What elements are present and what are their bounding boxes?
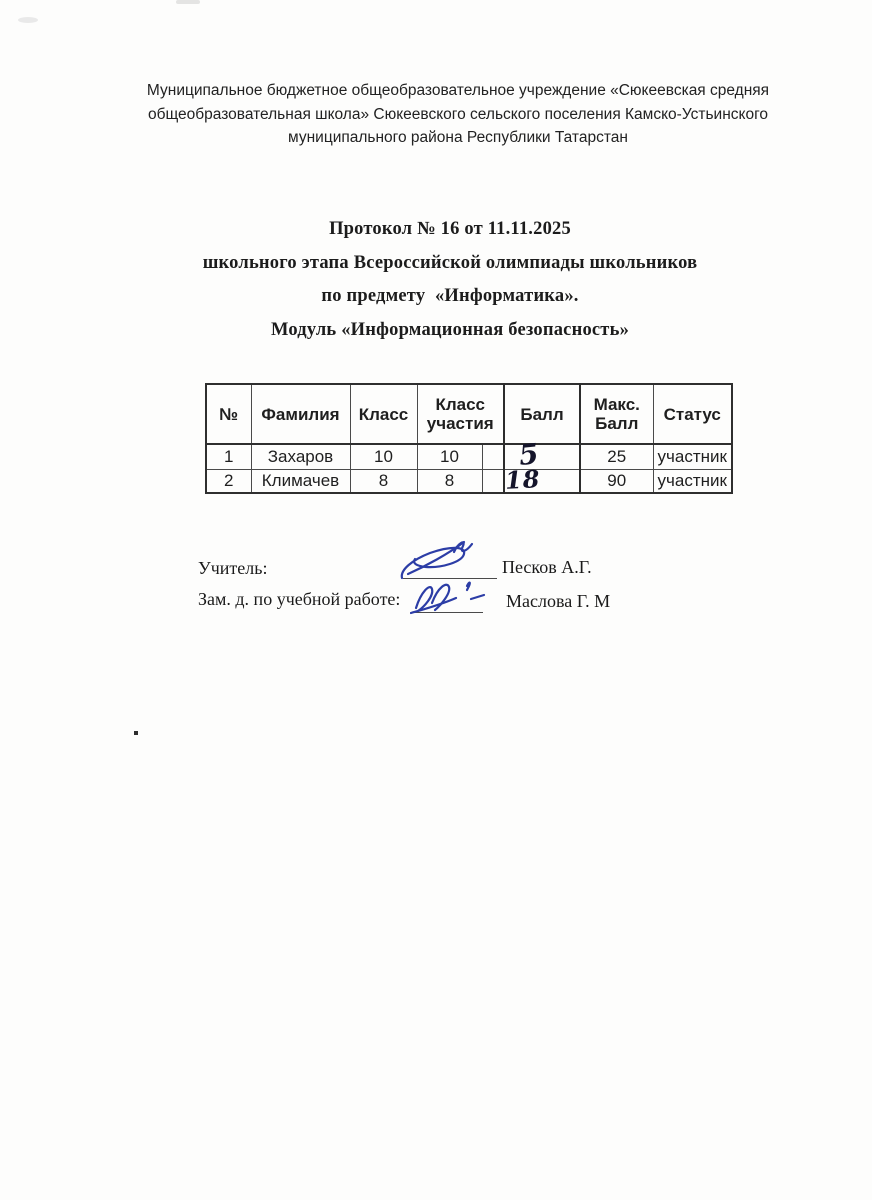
header-cell-score: Балл <box>504 384 580 444</box>
scan-smudge <box>176 0 200 4</box>
title-line-stage: школьного этапа Всероссийской олимпиады школьников <box>202 252 698 273</box>
header-cell-num: № <box>206 384 251 444</box>
org-header-line: Муниципальное бюджетное общеобразовательное учреждение «Сюкеевская средняя <box>146 82 770 99</box>
table-row <box>206 469 732 493</box>
header-cell-grade: Класс <box>350 384 417 444</box>
header-cell-status: Статус <box>653 384 732 444</box>
handwritten-score: 5 <box>517 437 541 472</box>
header-cell-grade-participation: Класс участия <box>417 384 504 444</box>
title-line-module: Модуль «Информационная безопасность» <box>270 319 630 340</box>
org-header-line: муниципального района Республики Татарстан <box>288 129 628 146</box>
title-line-protocol-number: Протокол № 16 от 11.11.2025 <box>329 219 571 239</box>
cell-num: 2 <box>206 469 251 493</box>
signature-label-deputy: Зам. д. по учебной работе: <box>198 589 401 609</box>
signature-name-teacher: Песков А.Г. <box>502 557 592 577</box>
header-cell-max-score: Макс. Балл <box>580 384 653 444</box>
cell-max-score: 90 <box>580 469 653 493</box>
scan-speck <box>134 731 138 735</box>
cell-score <box>504 444 580 469</box>
cell-status: участник <box>653 444 732 469</box>
cell-spacer <box>482 469 504 493</box>
title-line-subject: по предмету «Информатика». <box>321 286 579 306</box>
scan-speck <box>18 17 38 23</box>
signature-name-deputy: Маслова Г. М <box>506 591 611 611</box>
table-row <box>206 444 732 469</box>
cell-grade-participation: 8 <box>417 469 482 493</box>
cell-grade-participation: 10 <box>417 444 482 469</box>
results-table <box>205 383 733 494</box>
cell-num: 1 <box>206 444 251 469</box>
handwritten-score: 18 <box>504 464 542 495</box>
handwritten-signature-teacher <box>398 538 498 584</box>
header-cell-surname: Фамилия <box>251 384 350 444</box>
protocol-title <box>36 213 864 347</box>
handwritten-signature-deputy <box>410 580 495 616</box>
org-header-line: общеобразовательная школа» Сюкеевского сельского поселения Камско-Устьинского <box>147 105 769 123</box>
cell-spacer <box>482 444 504 469</box>
cell-surname: Захаров <box>251 444 350 469</box>
cell-grade: 10 <box>350 444 417 469</box>
cell-max-score: 25 <box>580 444 653 469</box>
cell-surname: Климачев <box>251 469 350 493</box>
table-header-row <box>206 384 732 444</box>
cell-status: участник <box>653 469 732 493</box>
cell-grade: 8 <box>350 469 417 493</box>
org-header <box>58 79 858 150</box>
signature-label-teacher: Учитель: <box>198 558 268 578</box>
cell-score <box>504 469 580 493</box>
